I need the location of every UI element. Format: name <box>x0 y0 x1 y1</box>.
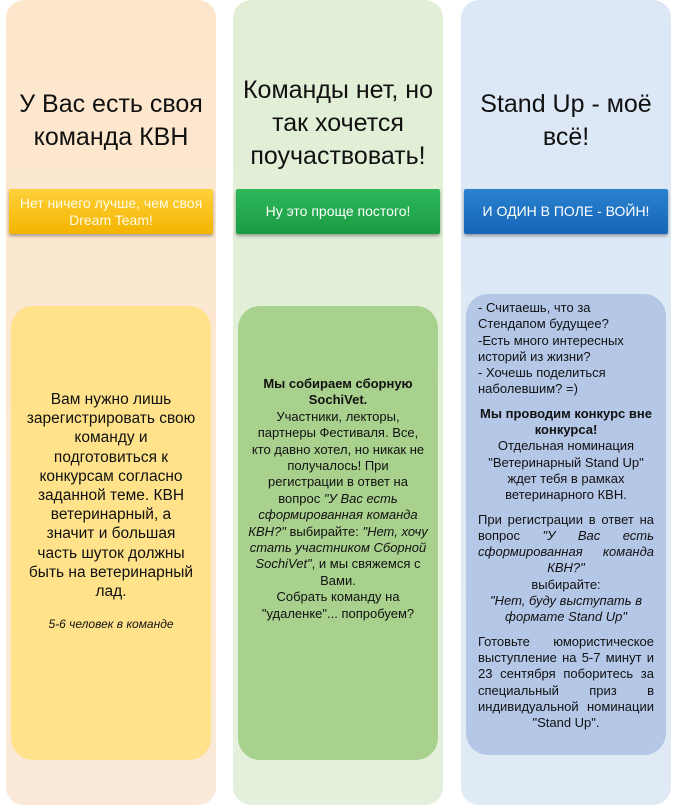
column-join-team <box>233 0 443 805</box>
column-card <box>466 294 666 755</box>
column-badge: Ну это проще постого! <box>236 189 440 234</box>
column-card <box>11 306 211 760</box>
card-question: "У Вас есть сформированная команда КВН?" <box>478 527 654 576</box>
card-text: Отдельная номинация "Ветеринарный Stand Up" ждет тебя в рамках ветеринарного КВН. <box>488 438 644 503</box>
card-question: "У Вас есть сформированная команда КВН?" <box>248 490 418 539</box>
card-heading: Мы проводим конкурс вне конкурса! <box>480 405 652 438</box>
card-text: Участники, лекторы, партнеры Фестиваля. Все, кто давно хотел, но никак не получалось! При регистрации в ответ на вопрос <box>251 408 425 506</box>
card-paragraph <box>248 409 428 589</box>
card-answer: "Нет, хочу стать участником Сборной SochiVet" <box>249 523 428 572</box>
column-title: У Вас есть своя команда КВН <box>19 90 203 151</box>
card-question-line: - Считаешь, что за Стендапом будущее? <box>478 300 609 332</box>
card-text: выбирайте: <box>531 576 601 592</box>
card-paragraph <box>478 512 654 577</box>
column-own-team <box>6 0 216 805</box>
card-answer: "Нет, буду выступать в формате Stand Up" <box>489 593 642 625</box>
column-badge: И ОДИН В ПОЛЕ - ВОЙН! <box>464 189 668 234</box>
column-badge: Нет ничего лучше, чем своя Dream Team! <box>9 189 213 234</box>
card-text: Собрать команду на "удаленке"... попробуем? <box>261 589 415 621</box>
column-stand-up <box>461 0 671 805</box>
card-question-line: -Есть много интересных историй из жизни? <box>478 332 624 364</box>
card-heading: Мы собираем сборную SochiVet. <box>263 376 413 408</box>
column-title: Команды нет, но так хочется поучаствовать! <box>242 76 434 170</box>
card-text: При регистрации в ответ на вопрос <box>478 511 654 543</box>
card-note: 5-6 человек в команде <box>48 617 174 632</box>
card-text: выбирайте: <box>289 523 359 539</box>
column-title: Stand Up - моё всё! <box>480 90 652 151</box>
card-text: Готовьте юмористическое выступление на 5-7 минут и 23 сентября поборитесь за специальный приз в индивидуальной номинации "Stand Up". <box>478 633 654 731</box>
card-text: , и мы свяжемся с Вами. <box>311 556 421 588</box>
column-card <box>238 306 438 760</box>
card-question-line: - Хочешь поделиться наболевшим? =) <box>478 365 606 397</box>
card-text: Вам нужно лишь зарегистрировать свою команду и подготовиться к конкурсам согласно заданной теме. КВН ветеринарный, а значит и большая часть шуток должны быть на ветеринарный лад. <box>26 391 196 601</box>
